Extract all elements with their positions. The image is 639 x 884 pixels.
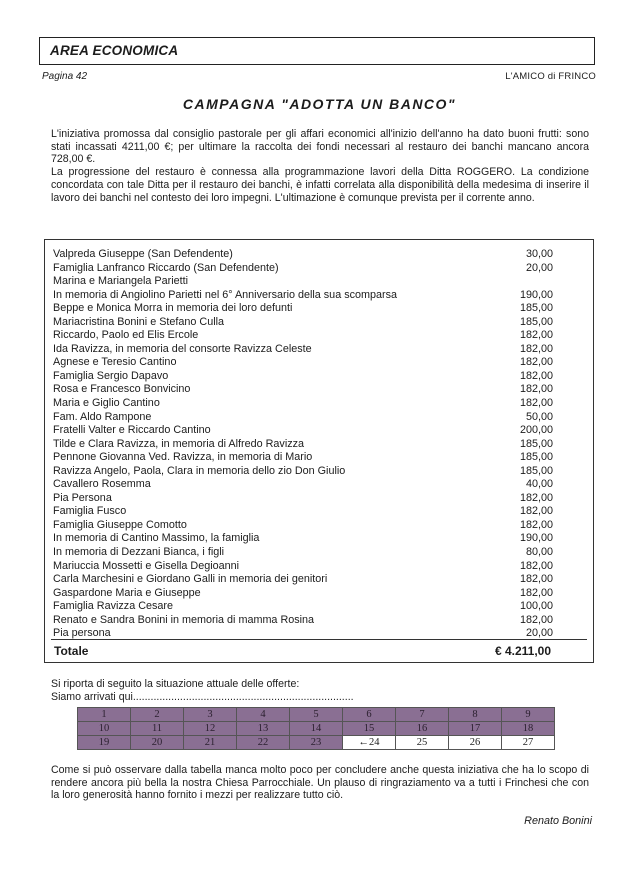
donor-row: [53, 519, 553, 533]
progress-cell-filled: 23: [290, 736, 343, 750]
progress-cell-filled: 8: [449, 708, 502, 722]
donor-name: Famiglia Lanfranco Riccardo (San Defendente): [53, 261, 279, 274]
donor-row: [53, 505, 553, 519]
progress-cell-empty: 26: [449, 736, 502, 750]
donor-amount: 190,00: [519, 288, 553, 301]
donor-name: Mariacristina Bonini e Stefano Culla: [53, 315, 225, 328]
donor-name: In memoria di Angiolino Parietti nel 6° Anniversario della sua scomparsa: [53, 288, 397, 301]
donor-name: Mariuccia Mossetti e Gisella Degioanni: [53, 559, 240, 572]
donor-amount: 50,00: [525, 410, 553, 423]
donor-row: [53, 356, 553, 370]
progress-cell-filled: 16: [396, 722, 449, 736]
donor-row: [53, 329, 553, 343]
donor-amount: 182,00: [519, 491, 553, 504]
status-line-2: Siamo arrivati qui...........................................................................: [51, 690, 354, 703]
donor-name: Cavallero Rosemma: [53, 478, 151, 491]
donor-name: Famiglia Fusco: [53, 505, 127, 518]
donor-name: Ida Ravizza, in memoria del consorte Ravizza Celeste: [53, 342, 312, 355]
donor-row: [53, 478, 553, 492]
intro-paragraph-2: La progressione del restauro è connessa alla programmazione lavori della Ditta ROGGERO. La condizione concordata con tale Ditta per il restauro dei banchi, è infatti correlata alla disponibilità della medesima di inserire il lavoro dei banchi nel contesto dei loro impegni. L'ultimazione è comunque prevista per il corrente anno.: [51, 166, 589, 204]
total-divider: [51, 639, 587, 640]
progress-cell-filled: 2: [131, 708, 184, 722]
donor-row: [53, 343, 553, 357]
donor-row: [53, 397, 553, 411]
donor-name: Famiglia Giuseppe Comotto: [53, 518, 187, 531]
progress-cell-filled: 14: [290, 722, 343, 736]
donor-row: [53, 262, 553, 276]
donor-amount: 20,00: [525, 261, 553, 274]
progress-row: [78, 736, 555, 750]
donor-amount: 182,00: [519, 613, 553, 626]
donor-row: [53, 600, 553, 614]
donor-name: Carla Marchesini e Giordano Galli in memoria dei genitori: [53, 573, 328, 586]
donor-row: [53, 383, 553, 397]
donor-amount: 182,00: [519, 356, 553, 369]
donor-row: [53, 275, 553, 289]
donor-row: [53, 289, 553, 303]
donor-row: [53, 614, 553, 628]
donor-row: [53, 492, 553, 506]
donor-row: [53, 438, 553, 452]
journal-name: L'AMICO di FRINCO: [505, 71, 596, 82]
donor-name: Maria e Giglio Cantino: [53, 397, 160, 410]
page-title: CAMPAGNA "ADOTTA UN BANCO": [182, 96, 457, 112]
progress-cell-filled: 9: [502, 708, 555, 722]
progress-cell-filled: 22: [237, 736, 290, 750]
total-label: Totale: [54, 644, 89, 658]
donor-name: Valpreda Giuseppe (San Defendente): [53, 248, 233, 260]
donor-name: Marina e Mariangela Parietti: [53, 275, 189, 288]
donor-amount: 182,00: [519, 573, 553, 586]
progress-row: [78, 722, 555, 736]
progress-cell-filled: 6: [343, 708, 396, 722]
progress-cell-filled: 17: [449, 722, 502, 736]
donor-list: [53, 248, 553, 641]
donor-name: Agnese e Teresio Cantino: [53, 356, 177, 369]
donor-amount: 182,00: [519, 518, 553, 531]
donor-name: Famiglia Sergio Dapavo: [53, 369, 169, 382]
progress-cell-filled: 13: [237, 722, 290, 736]
donor-amount: 185,00: [519, 315, 553, 328]
donor-name: Beppe e Monica Morra in memoria dei loro defunti: [53, 302, 293, 315]
donor-amount: 182,00: [519, 329, 553, 342]
progress-cell-empty: 27: [502, 736, 555, 750]
donor-amount: 190,00: [519, 532, 553, 545]
donor-name: Riccardo, Paolo ed Elis Ercole: [53, 329, 199, 342]
progress-cell-filled: 11: [131, 722, 184, 736]
donor-amount: 30,00: [525, 248, 553, 260]
donor-amount: 182,00: [519, 559, 553, 572]
progress-cell-filled: 15: [343, 722, 396, 736]
status-text: [51, 678, 354, 703]
donor-amount: 80,00: [525, 546, 553, 559]
section-header-box: [39, 37, 595, 65]
progress-cell-empty: ←24: [343, 736, 396, 750]
total-value: € 4.211,00: [494, 644, 551, 658]
progress-cell-filled: 3: [184, 708, 237, 722]
donor-row: [53, 546, 553, 560]
donor-name: Fam. Aldo Rampone: [53, 410, 152, 423]
donor-amount: 182,00: [519, 369, 553, 382]
donor-amount: 185,00: [519, 464, 553, 477]
donor-name: Famiglia Ravizza Cesare: [53, 600, 174, 613]
page-number: Pagina 42: [42, 71, 88, 82]
donor-name: Fratelli Valter e Riccardo Cantino: [53, 424, 211, 437]
progress-grid: [77, 707, 555, 750]
progress-cell-filled: 4: [237, 708, 290, 722]
donor-row: [53, 573, 553, 587]
donor-name: In memoria di Cantino Massimo, la famiglia: [53, 532, 260, 545]
progress-cell-filled: 19: [78, 736, 131, 750]
progress-cell-filled: 12: [184, 722, 237, 736]
donor-row: [53, 465, 553, 479]
donor-row: [53, 248, 553, 262]
donor-row: [53, 451, 553, 465]
donor-row: [53, 302, 553, 316]
progress-cell-filled: 7: [396, 708, 449, 722]
status-line-1: Si riporta di seguito la situazione attuale delle offerte:: [51, 678, 300, 690]
progress-cell-filled: 1: [78, 708, 131, 722]
donor-row: [53, 560, 553, 574]
donor-amount: 182,00: [519, 397, 553, 410]
donor-name: Pia persona: [53, 627, 111, 640]
progress-cell-filled: 21: [184, 736, 237, 750]
section-title: AREA ECONOMICA: [50, 43, 179, 58]
intro-text: [51, 128, 589, 204]
donor-amount: 185,00: [519, 437, 553, 450]
donor-amount: 182,00: [519, 383, 553, 396]
progress-cell-filled: 5: [290, 708, 343, 722]
donor-name: In memoria di Dezzani Bianca, i figli: [53, 546, 225, 559]
donor-amount: 200,00: [519, 424, 553, 437]
donor-amount: 20,00: [525, 627, 553, 640]
donor-name: Pia Persona: [53, 491, 112, 504]
donor-name: Ravizza Angelo, Paola, Clara in memoria dello zio Don Giulio: [53, 464, 346, 477]
donor-amount: 185,00: [519, 451, 553, 464]
donor-name: Pennone Giovanna Ved. Ravizza, in memoria di Mario: [53, 451, 313, 464]
closing-paragraph: Come si può osservare dalla tabella manca molto poco per concludere anche questa iniziativa che ha lo scopo di rendere ancora più bella la nostra Chiesa Parrocchiale. Un plauso di ringraziamento va a tutti i Frinchesi che con la loro generosità hanno fornito i mezzi per realizzare tutto ciò.: [51, 764, 589, 802]
progress-cell-filled: 10: [78, 722, 131, 736]
donor-row: [53, 587, 553, 601]
donors-table: [44, 239, 594, 663]
donor-row: [53, 411, 553, 425]
donor-amount: 182,00: [519, 586, 553, 599]
progress-cell-filled: 18: [502, 722, 555, 736]
donor-amount: 100,00: [519, 600, 553, 613]
progress-cell-filled: 20: [131, 736, 184, 750]
donor-row: [53, 370, 553, 384]
donor-amount: 185,00: [519, 302, 553, 315]
donor-row: [53, 316, 553, 330]
progress-cell-empty: 25: [396, 736, 449, 750]
donor-name: Renato e Sandra Bonini in memoria di mamma Rosina: [53, 613, 315, 626]
progress-row: [78, 708, 555, 722]
signature: Renato Bonini: [524, 815, 592, 827]
intro-paragraph-1: L'iniziativa promossa dal consiglio pastorale per gli affari economici all'inizio dell'anno ha dato buoni frutti: sono stati incassati 4211,00 €; per ultimare la raccolta dei fondi necessari al restauro dei banchi mancano ancora 728,00 €.: [51, 128, 589, 166]
donor-amount: 182,00: [519, 342, 553, 355]
donor-name: Gaspardone Maria e Giuseppe: [53, 586, 201, 599]
donor-row: [53, 532, 553, 546]
donor-name: Rosa e Francesco Bonvicino: [53, 383, 191, 396]
donor-row: [53, 424, 553, 438]
donor-amount: 182,00: [519, 505, 553, 518]
donor-amount: 40,00: [525, 478, 553, 491]
donor-name: Tilde e Clara Ravizza, in memoria di Alfredo Ravizza: [53, 437, 305, 450]
